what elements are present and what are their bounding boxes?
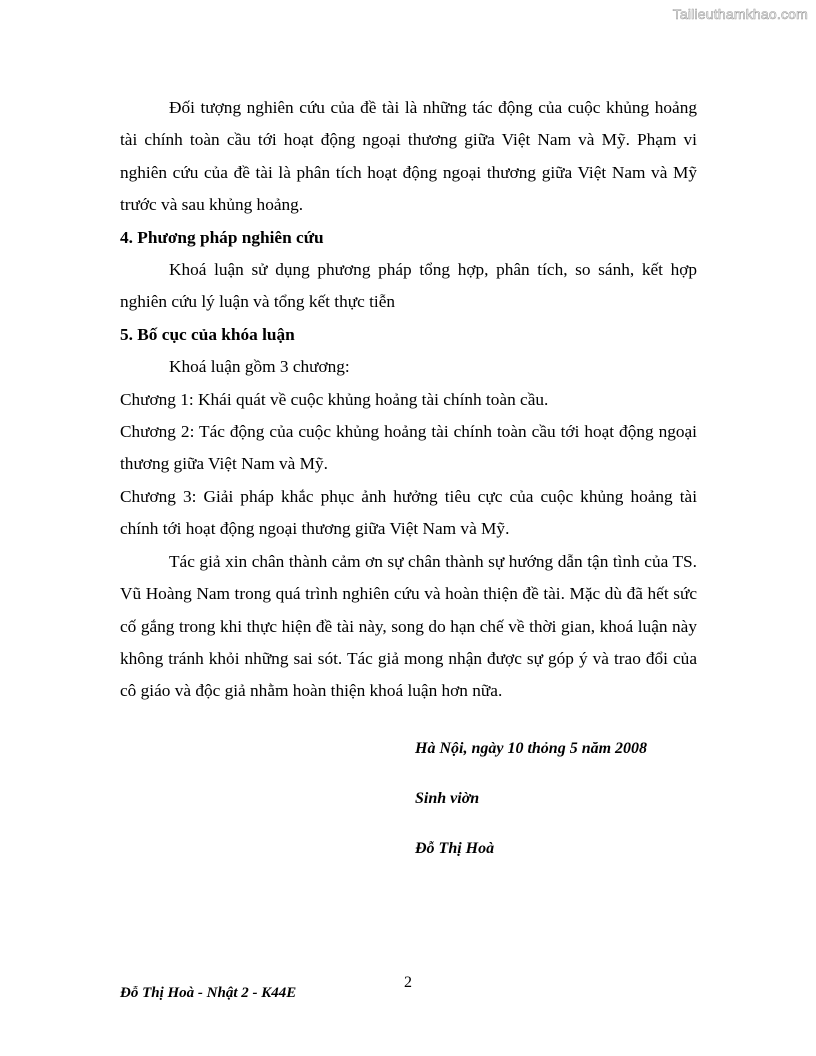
footer-author-line: Đỗ Thị Hoà - Nhật 2 - K44E: [120, 985, 297, 1001]
heading-thesis-structure: 5. Bố cục của khóa luận: [120, 324, 295, 344]
paragraph-acknowledgement: Tác giả xin chân thành cảm ơn sự chân thành sự hướng dẫn tận tình của TS. Vũ Hoàng Nam trong quá trình nghiên cứu và hoàn thiện đề tài. Mặc dù đã hết sức cố gắng trong khi thực hiện đề tài này, song do hạn chế về thời gian, khoá luận này không tránh khỏi những sai sót. Tác giả mong nhận được sự góp ý và trao đổi của cô giáo và độc giả nhằm hoàn thiện khoá luận hơn nữa.: [120, 551, 697, 701]
paragraph-chapter-1: Chương 1: Khái quát về cuộc khủng hoảng tài chính toàn cầu.: [120, 389, 549, 409]
page-number: 2: [404, 974, 412, 991]
paragraph-chapter-count: Khoá luận gồm 3 chương:: [169, 357, 350, 377]
signature-place-date: Hà Nội, ngày 10 thỏng 5 năm 2008: [415, 740, 648, 757]
signature-name: Đỗ Thị Hoà: [415, 840, 495, 857]
document-body: [120, 92, 697, 708]
heading-research-method: 4. Phương pháp nghiên cứu: [120, 227, 324, 247]
paragraph-research-scope: Đối tượng nghiên cứu của đề tài là những tác động của cuộc khủng hoảng tài chính toàn cầu tới hoạt động ngoại thương giữa Việt Nam và Mỹ. Phạm vi nghiên cứu của đề tài là phân tích hoạt động ngoại thương giữa Việt Nam và Mỹ trước và sau khủng hoảng.: [120, 98, 697, 215]
paragraph-chapter-3: Chương 3: Giải pháp khắc phục ảnh hưởng tiêu cực của cuộc khủng hoảng tài chính tới hoạt động ngoại thương giữa Việt Nam và Mỹ.: [120, 486, 697, 539]
watermark-text: Tailieuthamkhao.com: [672, 6, 808, 22]
paragraph-chapter-2: Chương 2: Tác động của cuộc khủng hoảng tài chính toàn cầu tới hoạt động ngoại thương giữa Việt Nam và Mỹ.: [120, 422, 697, 474]
paragraph-research-method: Khoá luận sử dụng phương pháp tổng hợp, phân tích, so sánh, kết hợp nghiên cứu lý luận và tổng kết thực tiễn: [120, 260, 697, 312]
signature-role: Sinh viờn: [415, 790, 480, 807]
